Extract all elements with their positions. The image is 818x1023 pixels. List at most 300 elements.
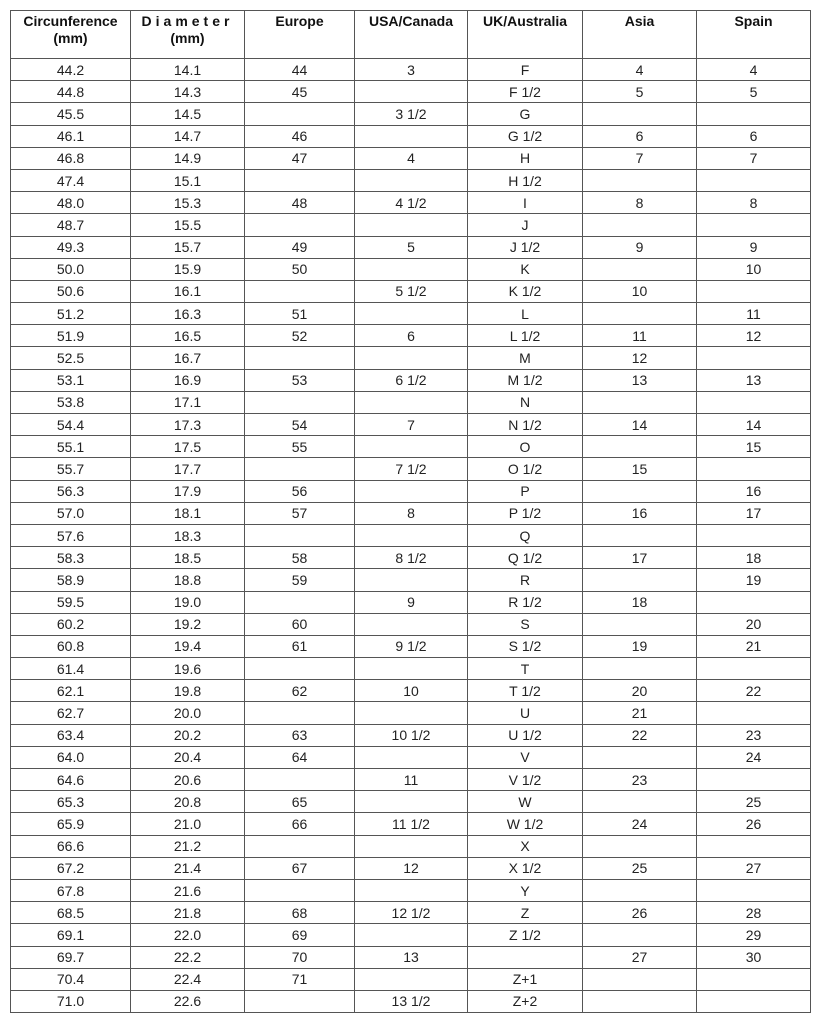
uk-australia-cell: X bbox=[468, 835, 583, 857]
header-label: USA/Canada bbox=[368, 13, 454, 29]
usa-canada-cell bbox=[355, 791, 468, 813]
europe-cell: 59 bbox=[245, 569, 355, 591]
circumference-cell: 69.1 bbox=[11, 924, 131, 946]
usa-canada-cell: 3 bbox=[355, 59, 468, 81]
spain-cell: 16 bbox=[697, 480, 811, 502]
diameter-cell: 17.5 bbox=[131, 436, 245, 458]
circumference-cell: 62.7 bbox=[11, 702, 131, 724]
asia-cell bbox=[583, 524, 697, 546]
table-row bbox=[11, 591, 811, 613]
asia-cell: 19 bbox=[583, 635, 697, 657]
circumference-cell: 46.8 bbox=[11, 147, 131, 169]
uk-australia-cell: F bbox=[468, 59, 583, 81]
asia-cell: 21 bbox=[583, 702, 697, 724]
usa-canada-cell bbox=[355, 524, 468, 546]
asia-cell: 12 bbox=[583, 347, 697, 369]
uk-australia-cell: Z bbox=[468, 902, 583, 924]
diameter-cell: 22.6 bbox=[131, 990, 245, 1012]
asia-cell: 13 bbox=[583, 369, 697, 391]
table-row bbox=[11, 192, 811, 214]
usa-canada-cell bbox=[355, 924, 468, 946]
diameter-cell: 14.7 bbox=[131, 125, 245, 147]
table-row bbox=[11, 547, 811, 569]
table-row bbox=[11, 902, 811, 924]
spain-cell bbox=[697, 658, 811, 680]
circumference-cell: 64.6 bbox=[11, 769, 131, 791]
diameter-cell: 16.1 bbox=[131, 280, 245, 302]
table-row bbox=[11, 458, 811, 480]
usa-canada-cell bbox=[355, 347, 468, 369]
diameter-cell: 17.7 bbox=[131, 458, 245, 480]
asia-header bbox=[583, 11, 697, 59]
asia-cell bbox=[583, 924, 697, 946]
uk-australia-cell: O bbox=[468, 436, 583, 458]
table-row bbox=[11, 813, 811, 835]
table-row bbox=[11, 680, 811, 702]
usa-canada-cell bbox=[355, 81, 468, 103]
diameter-cell: 17.9 bbox=[131, 480, 245, 502]
asia-cell bbox=[583, 169, 697, 191]
asia-cell bbox=[583, 658, 697, 680]
uk-australia-cell: Q 1/2 bbox=[468, 547, 583, 569]
table-row bbox=[11, 103, 811, 125]
asia-cell: 10 bbox=[583, 280, 697, 302]
spain-header bbox=[697, 11, 811, 59]
circumference-cell: 45.5 bbox=[11, 103, 131, 125]
circumference-cell: 53.1 bbox=[11, 369, 131, 391]
diameter-cell: 21.0 bbox=[131, 813, 245, 835]
europe-cell: 62 bbox=[245, 680, 355, 702]
uk-australia-cell: Y bbox=[468, 879, 583, 901]
circumference-cell: 67.8 bbox=[11, 879, 131, 901]
europe-cell: 45 bbox=[245, 81, 355, 103]
asia-cell: 18 bbox=[583, 591, 697, 613]
europe-cell bbox=[245, 280, 355, 302]
diameter-cell: 19.4 bbox=[131, 635, 245, 657]
diameter-cell: 18.8 bbox=[131, 569, 245, 591]
europe-cell: 63 bbox=[245, 724, 355, 746]
uk-australia-cell: R bbox=[468, 569, 583, 591]
uk-australia-cell: S bbox=[468, 613, 583, 635]
usa-canada-cell: 9 bbox=[355, 591, 468, 613]
europe-cell bbox=[245, 391, 355, 413]
uk-australia-cell bbox=[468, 946, 583, 968]
spain-cell bbox=[697, 524, 811, 546]
europe-cell bbox=[245, 990, 355, 1012]
spain-cell: 27 bbox=[697, 857, 811, 879]
europe-cell bbox=[245, 591, 355, 613]
usa-canada-cell: 12 bbox=[355, 857, 468, 879]
table-row bbox=[11, 924, 811, 946]
diameter-cell: 16.3 bbox=[131, 303, 245, 325]
asia-cell: 15 bbox=[583, 458, 697, 480]
asia-cell: 14 bbox=[583, 414, 697, 436]
europe-cell: 55 bbox=[245, 436, 355, 458]
circumference-cell: 48.0 bbox=[11, 192, 131, 214]
usa-canada-cell: 11 1/2 bbox=[355, 813, 468, 835]
diameter-cell: 20.0 bbox=[131, 702, 245, 724]
table-row bbox=[11, 280, 811, 302]
asia-cell: 5 bbox=[583, 81, 697, 103]
spain-cell: 19 bbox=[697, 569, 811, 591]
europe-cell: 46 bbox=[245, 125, 355, 147]
uk-australia-cell: P 1/2 bbox=[468, 502, 583, 524]
circumference-cell: 55.7 bbox=[11, 458, 131, 480]
asia-cell: 11 bbox=[583, 325, 697, 347]
table-row bbox=[11, 81, 811, 103]
uk-australia-cell: X 1/2 bbox=[468, 857, 583, 879]
spain-cell: 5 bbox=[697, 81, 811, 103]
circumference-cell: 58.9 bbox=[11, 569, 131, 591]
europe-cell: 57 bbox=[245, 502, 355, 524]
spain-cell: 7 bbox=[697, 147, 811, 169]
europe-cell: 67 bbox=[245, 857, 355, 879]
asia-cell bbox=[583, 258, 697, 280]
circumference-cell: 48.7 bbox=[11, 214, 131, 236]
table-row bbox=[11, 347, 811, 369]
spain-cell: 23 bbox=[697, 724, 811, 746]
spain-cell: 15 bbox=[697, 436, 811, 458]
table-row bbox=[11, 258, 811, 280]
diameter-cell: 16.9 bbox=[131, 369, 245, 391]
uk-australia-cell: F 1/2 bbox=[468, 81, 583, 103]
uk-australia-cell: Z+2 bbox=[468, 990, 583, 1012]
table-row bbox=[11, 303, 811, 325]
uk-australia-cell: T bbox=[468, 658, 583, 680]
spain-cell bbox=[697, 879, 811, 901]
usa-canada-header bbox=[355, 11, 468, 59]
header-label: Diameter bbox=[141, 13, 234, 29]
spain-cell bbox=[697, 591, 811, 613]
uk-australia-cell: P bbox=[468, 480, 583, 502]
spain-cell: 18 bbox=[697, 547, 811, 569]
circumference-cell: 55.1 bbox=[11, 436, 131, 458]
table-row bbox=[11, 214, 811, 236]
diameter-cell: 19.6 bbox=[131, 658, 245, 680]
asia-cell bbox=[583, 480, 697, 502]
usa-canada-cell: 6 bbox=[355, 325, 468, 347]
table-row bbox=[11, 414, 811, 436]
table-row bbox=[11, 569, 811, 591]
table-row bbox=[11, 391, 811, 413]
europe-cell: 48 bbox=[245, 192, 355, 214]
asia-cell bbox=[583, 879, 697, 901]
header-label: Spain bbox=[734, 13, 773, 29]
europe-cell bbox=[245, 879, 355, 901]
usa-canada-cell: 11 bbox=[355, 769, 468, 791]
diameter-cell: 15.5 bbox=[131, 214, 245, 236]
europe-header bbox=[245, 11, 355, 59]
header-label: Circunference bbox=[23, 13, 118, 29]
diameter-header bbox=[131, 11, 245, 59]
asia-cell bbox=[583, 303, 697, 325]
asia-cell: 23 bbox=[583, 769, 697, 791]
usa-canada-cell bbox=[355, 258, 468, 280]
circumference-cell: 60.8 bbox=[11, 635, 131, 657]
circumference-cell: 66.6 bbox=[11, 835, 131, 857]
europe-cell: 65 bbox=[245, 791, 355, 813]
table-row bbox=[11, 746, 811, 768]
asia-cell: 9 bbox=[583, 236, 697, 258]
table-row bbox=[11, 502, 811, 524]
spain-cell: 17 bbox=[697, 502, 811, 524]
circumference-cell: 68.5 bbox=[11, 902, 131, 924]
circumference-cell: 61.4 bbox=[11, 658, 131, 680]
spain-cell: 28 bbox=[697, 902, 811, 924]
circumference-cell: 46.1 bbox=[11, 125, 131, 147]
usa-canada-cell bbox=[355, 125, 468, 147]
europe-cell bbox=[245, 702, 355, 724]
asia-cell: 27 bbox=[583, 946, 697, 968]
uk-australia-header bbox=[468, 11, 583, 59]
header-label: UK/Australia bbox=[482, 13, 568, 29]
europe-cell bbox=[245, 347, 355, 369]
circumference-cell: 70.4 bbox=[11, 968, 131, 990]
table-row bbox=[11, 369, 811, 391]
diameter-cell: 21.4 bbox=[131, 857, 245, 879]
uk-australia-cell: U bbox=[468, 702, 583, 724]
diameter-cell: 18.5 bbox=[131, 547, 245, 569]
uk-australia-cell: K bbox=[468, 258, 583, 280]
header-unit: (mm) bbox=[53, 30, 88, 46]
diameter-cell: 17.3 bbox=[131, 414, 245, 436]
uk-australia-cell: N 1/2 bbox=[468, 414, 583, 436]
spain-cell: 14 bbox=[697, 414, 811, 436]
uk-australia-cell: K 1/2 bbox=[468, 280, 583, 302]
asia-cell: 24 bbox=[583, 813, 697, 835]
usa-canada-cell bbox=[355, 391, 468, 413]
uk-australia-cell: T 1/2 bbox=[468, 680, 583, 702]
uk-australia-cell: Z 1/2 bbox=[468, 924, 583, 946]
circumference-cell: 69.7 bbox=[11, 946, 131, 968]
asia-cell: 6 bbox=[583, 125, 697, 147]
circumference-cell: 62.1 bbox=[11, 680, 131, 702]
usa-canada-cell bbox=[355, 746, 468, 768]
asia-cell: 25 bbox=[583, 857, 697, 879]
uk-australia-cell: W 1/2 bbox=[468, 813, 583, 835]
ring-size-table bbox=[10, 10, 811, 1013]
circumference-cell: 53.8 bbox=[11, 391, 131, 413]
spain-cell bbox=[697, 990, 811, 1012]
asia-cell: 26 bbox=[583, 902, 697, 924]
europe-cell bbox=[245, 658, 355, 680]
usa-canada-cell bbox=[355, 658, 468, 680]
uk-australia-cell: I bbox=[468, 192, 583, 214]
uk-australia-cell: J bbox=[468, 214, 583, 236]
usa-canada-cell: 10 1/2 bbox=[355, 724, 468, 746]
usa-canada-cell bbox=[355, 480, 468, 502]
europe-cell bbox=[245, 458, 355, 480]
diameter-cell: 14.5 bbox=[131, 103, 245, 125]
spain-cell: 9 bbox=[697, 236, 811, 258]
circumference-cell: 57.6 bbox=[11, 524, 131, 546]
circumference-cell: 57.0 bbox=[11, 502, 131, 524]
circumference-cell: 47.4 bbox=[11, 169, 131, 191]
asia-cell bbox=[583, 791, 697, 813]
diameter-cell: 22.0 bbox=[131, 924, 245, 946]
spain-cell: 13 bbox=[697, 369, 811, 391]
spain-cell bbox=[697, 835, 811, 857]
uk-australia-cell: Q bbox=[468, 524, 583, 546]
asia-cell bbox=[583, 436, 697, 458]
asia-cell: 22 bbox=[583, 724, 697, 746]
header-label: Asia bbox=[624, 13, 655, 29]
asia-cell bbox=[583, 835, 697, 857]
usa-canada-cell bbox=[355, 879, 468, 901]
table-row bbox=[11, 968, 811, 990]
table-row bbox=[11, 169, 811, 191]
circumference-cell: 51.2 bbox=[11, 303, 131, 325]
table-row bbox=[11, 613, 811, 635]
spain-cell: 22 bbox=[697, 680, 811, 702]
spain-cell: 4 bbox=[697, 59, 811, 81]
asia-cell: 20 bbox=[583, 680, 697, 702]
diameter-cell: 19.2 bbox=[131, 613, 245, 635]
circumference-cell: 54.4 bbox=[11, 414, 131, 436]
spain-cell: 21 bbox=[697, 635, 811, 657]
europe-cell: 66 bbox=[245, 813, 355, 835]
usa-canada-cell bbox=[355, 613, 468, 635]
circumference-cell: 51.9 bbox=[11, 325, 131, 347]
europe-cell: 68 bbox=[245, 902, 355, 924]
europe-cell: 44 bbox=[245, 59, 355, 81]
diameter-cell: 18.3 bbox=[131, 524, 245, 546]
table-row bbox=[11, 480, 811, 502]
spain-cell: 8 bbox=[697, 192, 811, 214]
usa-canada-cell bbox=[355, 169, 468, 191]
uk-australia-cell: N bbox=[468, 391, 583, 413]
diameter-cell: 14.9 bbox=[131, 147, 245, 169]
usa-canada-cell: 13 1/2 bbox=[355, 990, 468, 1012]
europe-cell: 60 bbox=[245, 613, 355, 635]
europe-cell: 61 bbox=[245, 635, 355, 657]
europe-cell: 54 bbox=[245, 414, 355, 436]
usa-canada-cell: 8 bbox=[355, 502, 468, 524]
circumference-cell: 58.3 bbox=[11, 547, 131, 569]
circumference-cell: 44.8 bbox=[11, 81, 131, 103]
europe-cell bbox=[245, 214, 355, 236]
uk-australia-cell: U 1/2 bbox=[468, 724, 583, 746]
usa-canada-cell: 4 bbox=[355, 147, 468, 169]
spain-cell bbox=[697, 391, 811, 413]
table-row bbox=[11, 857, 811, 879]
usa-canada-cell: 9 1/2 bbox=[355, 635, 468, 657]
circumference-cell: 67.2 bbox=[11, 857, 131, 879]
diameter-cell: 15.9 bbox=[131, 258, 245, 280]
diameter-cell: 21.8 bbox=[131, 902, 245, 924]
circumference-cell: 65.9 bbox=[11, 813, 131, 835]
circumference-cell: 49.3 bbox=[11, 236, 131, 258]
usa-canada-cell bbox=[355, 214, 468, 236]
asia-cell bbox=[583, 391, 697, 413]
usa-canada-cell bbox=[355, 835, 468, 857]
usa-canada-cell: 7 1/2 bbox=[355, 458, 468, 480]
circumference-cell: 59.5 bbox=[11, 591, 131, 613]
uk-australia-cell: J 1/2 bbox=[468, 236, 583, 258]
usa-canada-cell bbox=[355, 436, 468, 458]
europe-cell: 50 bbox=[245, 258, 355, 280]
table-row bbox=[11, 791, 811, 813]
table-row bbox=[11, 236, 811, 258]
table-body bbox=[11, 59, 811, 1013]
circumference-cell: 60.2 bbox=[11, 613, 131, 635]
circumference-cell: 64.0 bbox=[11, 746, 131, 768]
asia-cell: 8 bbox=[583, 192, 697, 214]
asia-cell: 4 bbox=[583, 59, 697, 81]
diameter-cell: 16.7 bbox=[131, 347, 245, 369]
spain-cell bbox=[697, 458, 811, 480]
uk-australia-cell: O 1/2 bbox=[468, 458, 583, 480]
usa-canada-cell bbox=[355, 968, 468, 990]
europe-cell: 71 bbox=[245, 968, 355, 990]
spain-cell: 29 bbox=[697, 924, 811, 946]
table-row bbox=[11, 524, 811, 546]
asia-cell bbox=[583, 968, 697, 990]
uk-australia-cell: G 1/2 bbox=[468, 125, 583, 147]
usa-canada-cell: 6 1/2 bbox=[355, 369, 468, 391]
spain-cell bbox=[697, 214, 811, 236]
spain-cell: 25 bbox=[697, 791, 811, 813]
europe-cell: 52 bbox=[245, 325, 355, 347]
usa-canada-cell: 7 bbox=[355, 414, 468, 436]
table-row bbox=[11, 769, 811, 791]
table-row bbox=[11, 325, 811, 347]
table-row bbox=[11, 879, 811, 901]
diameter-cell: 15.1 bbox=[131, 169, 245, 191]
usa-canada-cell bbox=[355, 569, 468, 591]
diameter-cell: 16.5 bbox=[131, 325, 245, 347]
asia-cell bbox=[583, 613, 697, 635]
europe-cell: 70 bbox=[245, 946, 355, 968]
header-row bbox=[11, 11, 811, 59]
spain-cell bbox=[697, 769, 811, 791]
spain-cell: 26 bbox=[697, 813, 811, 835]
table-row bbox=[11, 147, 811, 169]
usa-canada-cell: 12 1/2 bbox=[355, 902, 468, 924]
europe-cell: 49 bbox=[245, 236, 355, 258]
asia-cell: 16 bbox=[583, 502, 697, 524]
spain-cell bbox=[697, 702, 811, 724]
table-row bbox=[11, 702, 811, 724]
diameter-cell: 22.2 bbox=[131, 946, 245, 968]
uk-australia-cell: M bbox=[468, 347, 583, 369]
uk-australia-cell: W bbox=[468, 791, 583, 813]
diameter-cell: 22.4 bbox=[131, 968, 245, 990]
diameter-cell: 14.1 bbox=[131, 59, 245, 81]
spain-cell bbox=[697, 968, 811, 990]
table-row bbox=[11, 635, 811, 657]
table-row bbox=[11, 990, 811, 1012]
table-row bbox=[11, 436, 811, 458]
europe-cell bbox=[245, 103, 355, 125]
circumference-cell: 63.4 bbox=[11, 724, 131, 746]
usa-canada-cell bbox=[355, 702, 468, 724]
europe-cell bbox=[245, 524, 355, 546]
spain-cell bbox=[697, 169, 811, 191]
circumference-cell: 65.3 bbox=[11, 791, 131, 813]
diameter-cell: 17.1 bbox=[131, 391, 245, 413]
circumference-cell: 50.6 bbox=[11, 280, 131, 302]
diameter-cell: 14.3 bbox=[131, 81, 245, 103]
diameter-cell: 15.7 bbox=[131, 236, 245, 258]
circumference-cell: 56.3 bbox=[11, 480, 131, 502]
europe-cell: 51 bbox=[245, 303, 355, 325]
diameter-cell: 15.3 bbox=[131, 192, 245, 214]
diameter-cell: 18.1 bbox=[131, 502, 245, 524]
uk-australia-cell: S 1/2 bbox=[468, 635, 583, 657]
usa-canada-cell: 5 1/2 bbox=[355, 280, 468, 302]
asia-cell bbox=[583, 103, 697, 125]
